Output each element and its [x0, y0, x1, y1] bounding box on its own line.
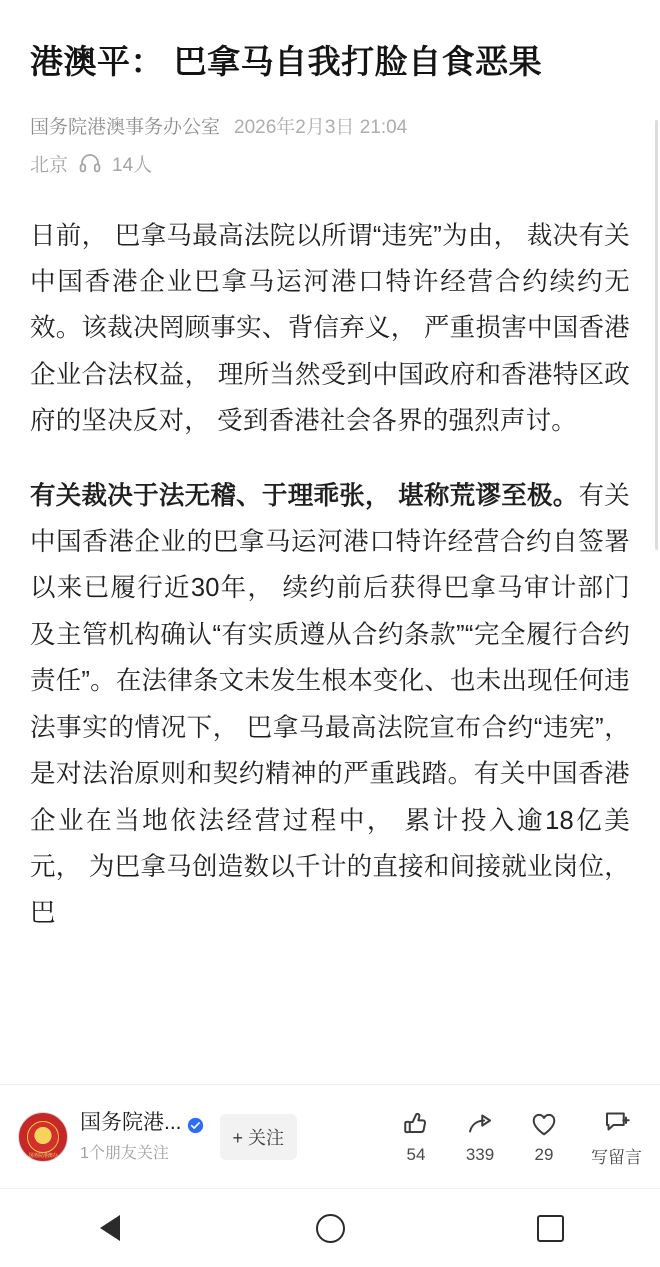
account-name: 国务院港...	[80, 1111, 182, 1135]
paragraph-bold-lead: 有关裁决于法无稽、于理乖张， 堪称荒谬至极。	[30, 481, 579, 510]
avatar[interactable]	[18, 1112, 68, 1162]
favorite-count: 29	[534, 1145, 554, 1164]
home-circle-icon	[316, 1214, 345, 1243]
recents-button[interactable]	[505, 1189, 595, 1267]
paragraph-text: 有关中国香港企业的巴拿马运河港口特许经营合约自签署以来已履行近30年， 续约前后获得巴拿马审计部门及主管机构确认“有实质遵从合约条款”“完全履行合约责任”。在法律条文未发生根本变化、也未出现任何违法事实的情况下， 巴拿马最高法院宣布合约“违宪”， 是对法治原则和契约精神的严重践踏。有关中国香港企业在当地依法经营过程中， 累计投入逾18亿美元， 为巴拿马创造数以千计的直接和间接就业岗位， 巴	[30, 481, 630, 928]
listener-count: 14人	[112, 154, 153, 176]
article-paragraph	[30, 473, 630, 937]
article-body	[30, 213, 630, 937]
article-location: 北京	[30, 154, 69, 176]
national-emblem-icon	[27, 1121, 59, 1153]
back-triangle-icon	[100, 1215, 120, 1241]
share-action[interactable]	[463, 1108, 497, 1165]
account-text	[80, 1110, 204, 1162]
home-button[interactable]	[285, 1189, 375, 1267]
account-name-row	[80, 1110, 204, 1136]
account-followers-note: 1个朋友关注	[80, 1144, 169, 1162]
engagement-actions	[399, 1106, 642, 1168]
headphones-icon[interactable]	[78, 151, 102, 175]
comment-icon[interactable]	[600, 1106, 634, 1138]
thumbs-up-icon[interactable]	[399, 1108, 433, 1140]
avatar-caption: 国务院港澳办	[28, 1152, 58, 1159]
like-action[interactable]	[399, 1108, 433, 1165]
paragraph-text: 日前， 巴拿马最高法院以所谓“违宪”为由， 裁决有关中国香港企业巴拿马运河港口特许经营合约续约无效。该裁决罔顾事实、背信弃义， 严重损害中国香港企业合法权益， 理所当然受到中国政府和香港特区政府的坚决反对， 受到香港社会各界的强烈声讨。	[30, 221, 630, 436]
follow-button[interactable]: + 关注	[220, 1114, 298, 1160]
comment-label: 写留言	[591, 1147, 642, 1167]
share-arrow-icon[interactable]	[463, 1108, 497, 1140]
recents-square-icon	[537, 1215, 564, 1242]
scrollbar[interactable]	[655, 120, 658, 550]
like-count: 54	[406, 1145, 426, 1164]
back-button[interactable]	[65, 1189, 155, 1267]
article-action-bar	[0, 1084, 660, 1188]
article-timestamp: 2026年2月3日 21:04	[234, 116, 408, 138]
system-navigation-bar	[0, 1188, 660, 1267]
share-count: 339	[465, 1145, 495, 1164]
favorite-action[interactable]	[527, 1108, 561, 1165]
comment-action[interactable]	[591, 1106, 642, 1168]
article-meta-secondary	[30, 150, 630, 177]
article-meta	[30, 110, 630, 146]
article-source: 国务院港澳事务办公室	[30, 116, 221, 138]
article-paragraph	[30, 213, 630, 445]
verified-badge-icon	[187, 1115, 204, 1132]
page-title: 港澳平： 巴拿马自我打脸自食恶果	[30, 43, 543, 80]
heart-icon[interactable]	[527, 1108, 561, 1140]
account-block[interactable]	[18, 1110, 204, 1162]
